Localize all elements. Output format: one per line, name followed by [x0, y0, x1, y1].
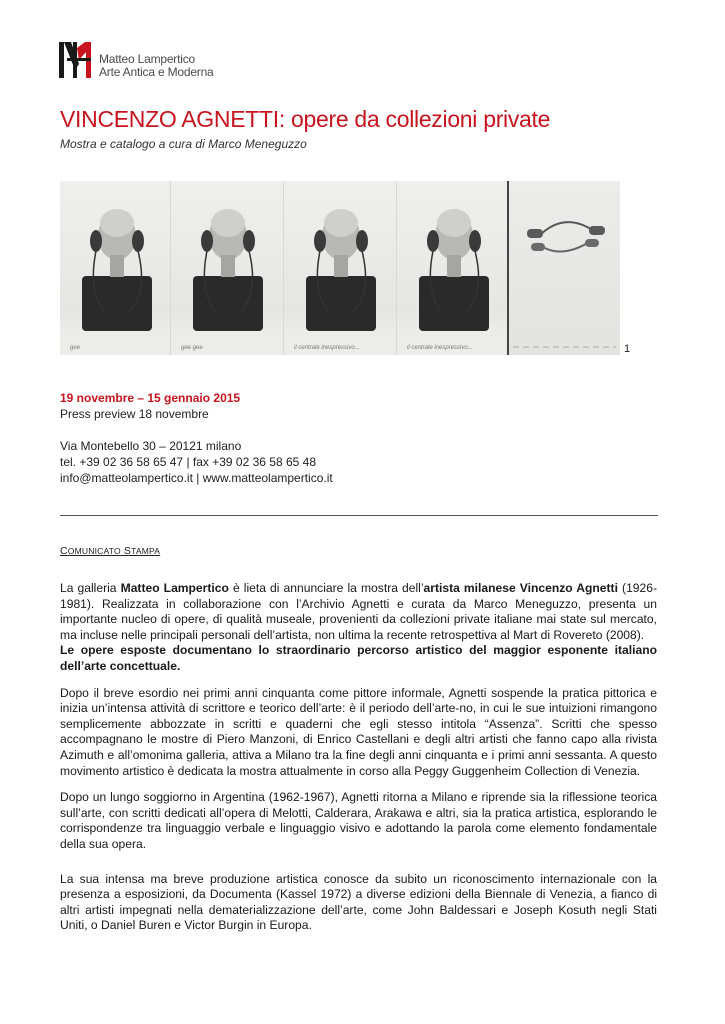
section-heading: COMUNICATO STAMPA	[60, 545, 161, 557]
page-subtitle: Mostra e catalogo a cura di Marco Meneguzzo	[60, 137, 307, 151]
telephone-handset-icon	[509, 181, 620, 355]
panel-caption: gee	[70, 345, 81, 351]
press-preview: Press preview 18 novembre	[60, 407, 209, 421]
paragraph-5: La sua intensa ma breve produzione artistica conosce da subito un riconoscimento internazionale con la presenza a esposizioni, da Documenta (Kassel 1972) a diverse edizioni della Biennale di Venezia, a fianco di altri artisti impegnati nella dematerializzazione dell’arte, come John Baldessari e Joseph Kosuth negli Stati Uniti, o Daniel Buren e Victor Burgin in Europa.	[60, 871, 657, 933]
email-website[interactable]: info@matteolampertico.it | www.matteolampertico.it	[60, 471, 333, 485]
logo-text	[99, 53, 214, 79]
panel-caption: il centrale inespressivo...	[294, 345, 360, 351]
figure-number: 1	[624, 343, 631, 355]
logo-line-1: Matteo Lampertico	[99, 52, 195, 66]
paragraph-2: Le opere esposte documentano lo straordinario percorso artistico del maggior esponente italiano dell’arte concettuale.	[60, 643, 657, 673]
portrait-panel	[60, 181, 171, 355]
portrait-photo-icon	[171, 181, 284, 355]
gallery-logo-icon	[59, 40, 95, 80]
divider	[60, 515, 658, 516]
address: Via Montebello 30 – 20121 milano	[60, 439, 242, 453]
telephone-panel	[509, 181, 620, 355]
press-release-body	[60, 581, 657, 934]
phone-fax: tel. +39 02 36 58 65 47 | fax +39 02 36 58 65 48	[60, 455, 316, 469]
logo-line-2: Arte Antica e Moderna	[99, 65, 214, 79]
page-title: VINCENZO AGNETTI: opere da collezioni private	[60, 106, 551, 132]
portrait-panel	[171, 181, 284, 355]
paragraph-3: Dopo il breve esordio nei primi anni cinquanta come pittore informale, Agnetti sospende la pratica pittorica e inizia un’intensa attività di scrittore e teorico dell’arte: è il periodo dell’arte-no, in cui le sue intuizioni rimangono semplicemente abbozzate in scritti e quaderni che egli stesso intitola “Assenza”. Scritti che spesso accompagnano le mostre di Piero Manzoni, di Enrico Castellani e degli altri artisti che fanno capo alla rivista Azimuth e all’omonima galleria, attiva a Milano tra la fine degli anni cinquanta e i primi anni sessanta. A questo movimento artistico è dedicata la mostra attualmente in corso alla Peggy Guggenheim Collection di Venezia.	[60, 685, 657, 778]
portrait-photo-icon	[397, 181, 509, 355]
portrait-photo-icon	[284, 181, 397, 355]
panel-caption: il centrale inespressivo...	[407, 345, 473, 351]
panel-caption: gee gee	[181, 345, 203, 351]
artwork-photo-strip	[60, 181, 620, 355]
exhibition-dates: 19 novembre – 15 gennaio 2015	[60, 391, 241, 405]
paragraph-1: La galleria Matteo Lampertico è lieta di annunciare la mostra dell’artista milanese Vincenzo Agnetti (1926-1981). Realizzata in collaborazione con l’Archivio Agnetti e curata da Marco Meneguzzo, presenta un importante nucleo di opere, di qualità museale, provenienti da collezioni private italiane mai state sul mercato, ma incluse nelle principali personali dell’artista, non ultima la recente retrospettiva al Mart di Rovereto (2008).	[60, 581, 657, 642]
portrait-panel	[284, 181, 397, 355]
portrait-panel	[397, 181, 509, 355]
paragraph-4: Dopo un lungo soggiorno in Argentina (1962-1967), Agnetti ritorna a Milano e riprende sia la riflessione teorica sull’arte, con scritti dedicati all’opera di Melotti, Calderara, Arakawa e altri, sia la pratica artistica, esplorando le corrispondenze tra linguaggio verbale e linguaggio visivo e adottando la parola come elemento fondamentale della sua opera.	[60, 790, 657, 851]
portrait-photo-icon	[60, 181, 171, 355]
